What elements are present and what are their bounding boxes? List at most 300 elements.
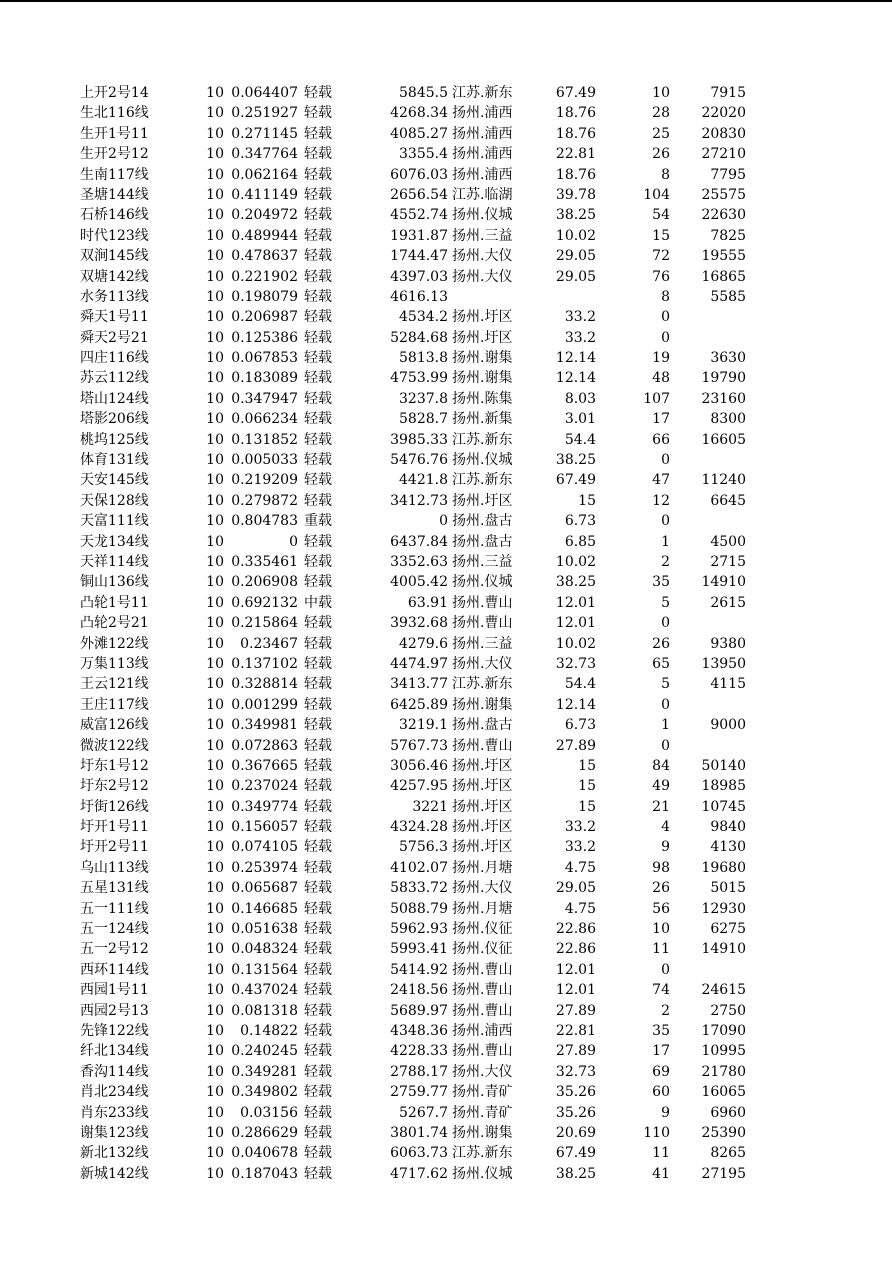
substation-cell: 扬州.陈集	[452, 390, 513, 407]
line-name-cell: 舜天1号11	[80, 309, 149, 326]
load-ratio-cell: 0.081318	[231, 1002, 298, 1019]
table-row	[0, 939, 892, 959]
load-ratio-cell: 0.489944	[231, 227, 298, 244]
transformer-count-cell: 0	[661, 961, 670, 978]
load-ratio-cell: 0.240245	[231, 1043, 298, 1060]
substation-cell: 江苏.新东	[452, 1145, 513, 1162]
substation-cell: 扬州.仪征	[452, 941, 513, 958]
capacity-cell: 3413.77	[390, 676, 448, 693]
substation-cell: 扬州.大仪	[452, 655, 513, 672]
line-name-cell: 双塘142线	[80, 268, 149, 285]
load-status-cell: 轻载	[304, 1165, 332, 1182]
substation-cell: 扬州.仪城	[452, 574, 513, 591]
transformer-count-cell: 2	[661, 553, 670, 570]
load-ratio-cell: 0.183089	[231, 370, 298, 387]
transformer-count-cell: 11	[652, 1145, 670, 1162]
transformer-count-cell: 65	[652, 655, 670, 672]
table-row	[0, 1143, 892, 1163]
line-name-cell: 圩开2号11	[80, 839, 149, 856]
substation-cell: 扬州.浦西	[452, 1022, 513, 1039]
installed-capacity-cell: 10745	[701, 798, 746, 815]
substation-cell: 扬州.圩区	[452, 798, 513, 815]
installed-capacity-cell	[676, 511, 746, 531]
table-row	[0, 674, 892, 694]
transformer-count-cell: 49	[652, 778, 670, 795]
table-row	[0, 980, 892, 1000]
substation-cell: 扬州.三益	[452, 635, 513, 652]
load-ratio-cell: 0.048324	[231, 941, 298, 958]
line-length-cell: 29.05	[555, 880, 596, 897]
capacity-cell: 5993.41	[390, 941, 448, 958]
installed-capacity-cell: 12930	[701, 900, 746, 917]
voltage-cell: 10	[206, 513, 224, 530]
substation-cell	[452, 287, 524, 307]
line-length-cell: 15	[578, 798, 596, 815]
substation-cell: 扬州.仪城	[452, 1165, 513, 1182]
substation-cell: 扬州.谢集	[452, 370, 513, 387]
line-length-cell: 67.49	[555, 472, 596, 489]
line-length-cell: 33.2	[564, 819, 596, 836]
voltage-cell: 10	[206, 635, 224, 652]
substation-cell: 扬州.浦西	[452, 146, 513, 163]
line-name-cell: 西园2号13	[80, 1002, 149, 1019]
line-name-cell: 天富111线	[80, 513, 149, 530]
capacity-cell: 3221	[412, 798, 448, 815]
installed-capacity-cell: 16605	[701, 431, 746, 448]
transformer-count-cell: 66	[652, 431, 670, 448]
transformer-count-cell: 0	[661, 513, 670, 530]
line-name-cell: 微波122线	[80, 737, 149, 754]
line-length-cell: 29.05	[555, 248, 596, 265]
voltage-cell: 10	[206, 921, 224, 938]
capacity-cell: 4348.36	[390, 1022, 448, 1039]
line-length-cell: 6.85	[564, 533, 596, 550]
table-row	[0, 103, 892, 123]
transformer-count-cell: 26	[652, 880, 670, 897]
line-name-cell: 凸轮1号11	[80, 594, 149, 611]
voltage-cell: 10	[206, 390, 224, 407]
installed-capacity-cell	[676, 328, 746, 348]
line-length-cell: 8.03	[564, 390, 596, 407]
load-ratio-cell: 0.279872	[231, 492, 298, 509]
voltage-cell: 10	[206, 492, 224, 509]
substation-cell: 扬州.圩区	[452, 757, 513, 774]
line-name-cell: 五一111线	[80, 900, 149, 917]
voltage-cell: 10	[206, 186, 224, 203]
substation-cell: 江苏.新东	[452, 472, 513, 489]
capacity-cell: 3355.4	[399, 146, 448, 163]
voltage-cell: 10	[206, 982, 224, 999]
installed-capacity-cell: 5015	[710, 880, 746, 897]
line-name-cell: 乌山113线	[80, 859, 149, 876]
substation-cell: 扬州.曹山	[452, 982, 513, 999]
transformer-count-cell: 17	[652, 411, 670, 428]
load-status-cell: 轻载	[304, 1124, 332, 1141]
substation-cell: 扬州.圩区	[452, 778, 513, 795]
table-row	[0, 960, 892, 980]
substation-cell: 扬州.大仪	[452, 248, 513, 265]
substation-cell: 扬州.盘古	[452, 533, 513, 550]
load-status-cell: 轻载	[304, 146, 332, 163]
capacity-cell: 5689.97	[390, 1002, 448, 1019]
transformer-count-cell: 0	[661, 329, 670, 346]
capacity-cell: 4085.27	[390, 125, 448, 142]
substation-cell: 扬州.圩区	[452, 309, 513, 326]
substation-cell: 扬州.浦西	[452, 166, 513, 183]
line-name-cell: 谢集123线	[80, 1124, 149, 1141]
voltage-cell: 10	[206, 1002, 224, 1019]
load-ratio-cell: 0.064407	[231, 85, 298, 101]
line-length-cell: 10.02	[555, 553, 596, 570]
transformer-count-cell: 26	[652, 146, 670, 163]
line-name-cell: 桃坞125线	[80, 431, 149, 448]
transformer-count-cell: 104	[643, 186, 670, 203]
load-ratio-cell: 0.204972	[231, 207, 298, 224]
table-row	[0, 593, 892, 613]
transformer-count-cell: 2	[661, 1002, 670, 1019]
table-row	[0, 1164, 892, 1184]
line-length-cell: 22.86	[555, 941, 596, 958]
line-length-cell: 15	[578, 778, 596, 795]
transformer-count-cell: 26	[652, 635, 670, 652]
transformer-count-cell: 9	[661, 839, 670, 856]
transformer-count-cell: 10	[652, 921, 670, 938]
substation-cell: 扬州.大仪	[452, 268, 513, 285]
table-row	[0, 450, 892, 470]
table-row	[0, 613, 892, 633]
capacity-cell: 3932.68	[390, 615, 448, 632]
table-row	[0, 878, 892, 898]
substation-cell: 扬州.曹山	[452, 737, 513, 754]
line-name-cell: 圣塘144线	[80, 186, 149, 203]
installed-capacity-cell: 19680	[701, 859, 746, 876]
load-ratio-cell: 0.349281	[231, 1063, 298, 1080]
line-length-cell: 35.26	[555, 1084, 596, 1101]
page-top-border	[0, 0, 892, 2]
voltage-cell: 10	[206, 411, 224, 428]
substation-cell: 江苏.新东	[452, 676, 513, 693]
line-length-cell: 22.86	[555, 921, 596, 938]
load-status-cell: 重载	[304, 513, 332, 530]
substation-cell: 扬州.曹山	[452, 615, 513, 632]
line-name-cell: 五一124线	[80, 921, 149, 938]
voltage-cell: 10	[206, 839, 224, 856]
voltage-cell: 10	[206, 594, 224, 611]
transformer-count-cell: 0	[661, 696, 670, 713]
voltage-cell: 10	[206, 615, 224, 632]
line-name-cell: 塔山124线	[80, 390, 149, 407]
installed-capacity-cell: 4130	[710, 839, 746, 856]
installed-capacity-cell: 27195	[701, 1165, 746, 1182]
transformer-count-cell: 107	[643, 390, 670, 407]
capacity-cell: 4228.33	[390, 1043, 448, 1060]
installed-capacity-cell: 9380	[710, 635, 746, 652]
voltage-cell: 10	[206, 553, 224, 570]
load-status-cell: 轻载	[304, 411, 332, 428]
installed-capacity-cell: 11240	[701, 472, 746, 489]
installed-capacity-cell: 6645	[710, 492, 746, 509]
line-name-cell: 万集113线	[80, 655, 149, 672]
line-length-cell: 67.49	[555, 1145, 596, 1162]
line-name-cell: 圩东2号12	[80, 778, 149, 795]
substation-cell: 扬州.圩区	[452, 492, 513, 509]
line-length-cell: 3.01	[564, 411, 596, 428]
table-row	[0, 817, 892, 837]
installed-capacity-cell: 2750	[710, 1002, 746, 1019]
line-length-cell: 38.25	[555, 207, 596, 224]
load-ratio-cell: 0.14822	[240, 1022, 298, 1039]
transformer-count-cell: 19	[652, 350, 670, 367]
load-ratio-cell: 0.347947	[231, 390, 298, 407]
line-name-cell: 生开2号12	[80, 146, 149, 163]
voltage-cell: 10	[206, 941, 224, 958]
substation-cell: 扬州.曹山	[452, 594, 513, 611]
load-ratio-cell: 0.23467	[240, 635, 298, 652]
substation-cell: 扬州.月塘	[452, 900, 513, 917]
capacity-cell: 5962.93	[390, 921, 448, 938]
transformer-count-cell: 25	[652, 125, 670, 142]
line-length-cell: 12.14	[555, 350, 596, 367]
capacity-cell: 5833.72	[390, 880, 448, 897]
line-name-cell: 生北116线	[80, 105, 149, 122]
installed-capacity-cell: 25390	[701, 1124, 746, 1141]
line-name-cell: 肖东233线	[80, 1104, 149, 1121]
voltage-cell: 10	[206, 1124, 224, 1141]
line-name-cell: 圩街126线	[80, 798, 149, 815]
capacity-cell: 4397.03	[390, 268, 448, 285]
load-ratio-cell: 0.198079	[231, 288, 298, 305]
load-ratio-cell: 0.005033	[231, 452, 298, 469]
substation-cell: 扬州.圩区	[452, 819, 513, 836]
line-name-cell: 生开1号11	[80, 125, 149, 142]
capacity-cell: 5845.5	[399, 85, 448, 101]
capacity-cell: 4257.95	[390, 778, 448, 795]
table-row	[0, 837, 892, 857]
load-status-cell: 轻载	[304, 676, 332, 693]
line-name-cell: 石桥146线	[80, 207, 149, 224]
installed-capacity-cell: 2615	[710, 594, 746, 611]
load-ratio-cell: 0.328814	[231, 676, 298, 693]
installed-capacity-cell	[676, 960, 746, 980]
voltage-cell: 10	[206, 370, 224, 387]
substation-cell: 扬州.圩区	[452, 839, 513, 856]
substation-cell: 扬州.仪城	[452, 452, 513, 469]
voltage-cell: 10	[206, 350, 224, 367]
load-ratio-cell: 0.215864	[231, 615, 298, 632]
capacity-cell: 3801.74	[390, 1124, 448, 1141]
capacity-cell: 5267.7	[399, 1104, 448, 1121]
load-ratio-cell: 0.286629	[231, 1124, 298, 1141]
load-ratio-cell: 0.051638	[231, 921, 298, 938]
capacity-cell: 5828.7	[399, 411, 448, 428]
capacity-cell: 5756.3	[399, 839, 448, 856]
load-status-cell: 轻载	[304, 452, 332, 469]
load-ratio-cell: 0.271145	[231, 125, 298, 142]
table-row	[0, 144, 892, 164]
voltage-cell: 10	[206, 859, 224, 876]
load-ratio-cell: 0.335461	[231, 553, 298, 570]
data-table	[0, 83, 892, 1184]
installed-capacity-cell: 5585	[710, 288, 746, 305]
load-status-cell: 轻载	[304, 798, 332, 815]
line-length-cell: 15	[578, 757, 596, 774]
transformer-count-cell: 28	[652, 105, 670, 122]
table-row	[0, 552, 892, 572]
load-ratio-cell: 0.187043	[231, 1165, 298, 1182]
line-name-cell: 塔影206线	[80, 411, 149, 428]
transformer-count-cell: 48	[652, 370, 670, 387]
load-ratio-cell: 0.137102	[231, 655, 298, 672]
voltage-cell: 10	[206, 819, 224, 836]
load-status-cell: 轻载	[304, 574, 332, 591]
load-ratio-cell: 0.072863	[231, 737, 298, 754]
capacity-cell: 4324.28	[390, 819, 448, 836]
voltage-cell: 10	[206, 452, 224, 469]
installed-capacity-cell: 6960	[710, 1104, 746, 1121]
transformer-count-cell: 5	[661, 594, 670, 611]
capacity-cell: 5813.8	[399, 350, 448, 367]
load-status-cell: 轻载	[304, 309, 332, 326]
table-row	[0, 919, 892, 939]
installed-capacity-cell: 9840	[710, 819, 746, 836]
load-status-cell: 轻载	[304, 961, 332, 978]
installed-capacity-cell	[676, 695, 746, 715]
voltage-cell: 10	[206, 248, 224, 265]
line-name-cell: 纤北134线	[80, 1043, 149, 1060]
transformer-count-cell: 72	[652, 248, 670, 265]
substation-cell: 扬州.三益	[452, 227, 513, 244]
capacity-cell: 5414.92	[390, 961, 448, 978]
capacity-cell: 4616.13	[390, 288, 448, 305]
installed-capacity-cell	[676, 450, 746, 470]
load-ratio-cell: 0	[289, 533, 298, 550]
table-row	[0, 654, 892, 674]
load-status-cell: 轻载	[304, 880, 332, 897]
line-length-cell: 4.75	[564, 900, 596, 917]
load-status-cell: 轻载	[304, 1084, 332, 1101]
line-length-cell: 6.73	[564, 513, 596, 530]
capacity-cell: 4717.62	[390, 1165, 448, 1182]
installed-capacity-cell: 7795	[710, 166, 746, 183]
table-row	[0, 1041, 892, 1061]
load-status-cell: 轻载	[304, 1022, 332, 1039]
line-name-cell: 天龙134线	[80, 533, 149, 550]
line-length-cell: 22.81	[555, 1022, 596, 1039]
table-row	[0, 83, 892, 103]
installed-capacity-cell: 22020	[701, 105, 746, 122]
load-ratio-cell: 0.156057	[231, 819, 298, 836]
voltage-cell: 10	[206, 655, 224, 672]
load-status-cell: 轻载	[304, 390, 332, 407]
line-name-cell: 新北132线	[80, 1145, 149, 1162]
voltage-cell: 10	[206, 85, 224, 101]
voltage-cell: 10	[206, 288, 224, 305]
table-row	[0, 185, 892, 205]
table-row	[0, 307, 892, 327]
installed-capacity-cell: 19790	[701, 370, 746, 387]
load-ratio-cell: 0.253974	[231, 859, 298, 876]
installed-capacity-cell: 3630	[710, 350, 746, 367]
load-ratio-cell: 0.804783	[231, 513, 298, 530]
line-length-cell: 18.76	[555, 105, 596, 122]
voltage-cell: 10	[206, 472, 224, 489]
line-length-cell: 27.89	[555, 1002, 596, 1019]
line-length-cell: 54.4	[564, 431, 596, 448]
capacity-cell: 2656.54	[390, 186, 448, 203]
installed-capacity-cell: 4115	[710, 676, 746, 693]
transformer-count-cell: 69	[652, 1063, 670, 1080]
line-length-cell: 22.81	[555, 146, 596, 163]
load-status-cell: 轻载	[304, 350, 332, 367]
table-row	[0, 348, 892, 368]
line-length-cell: 12.14	[555, 696, 596, 713]
load-status-cell: 轻载	[304, 941, 332, 958]
capacity-cell: 4279.6	[399, 635, 448, 652]
installed-capacity-cell: 19555	[701, 248, 746, 265]
capacity-cell: 4552.74	[390, 207, 448, 224]
substation-cell: 江苏.临湖	[452, 186, 513, 203]
installed-capacity-cell: 7825	[710, 227, 746, 244]
line-name-cell: 五星131线	[80, 880, 149, 897]
line-name-cell: 圩东1号12	[80, 757, 149, 774]
load-status-cell: 轻载	[304, 288, 332, 305]
installed-capacity-cell: 16865	[701, 268, 746, 285]
load-ratio-cell: 0.065687	[231, 880, 298, 897]
installed-capacity-cell: 23160	[701, 390, 746, 407]
capacity-cell: 6425.89	[390, 696, 448, 713]
line-length-cell: 12.01	[555, 615, 596, 632]
transformer-count-cell: 8	[661, 288, 670, 305]
capacity-cell: 0	[439, 513, 448, 530]
installed-capacity-cell: 2715	[710, 553, 746, 570]
load-status-cell: 轻载	[304, 227, 332, 244]
installed-capacity-cell: 27210	[701, 146, 746, 163]
load-status-cell: 轻载	[304, 166, 332, 183]
table-row	[0, 756, 892, 776]
installed-capacity-cell: 8265	[710, 1145, 746, 1162]
line-name-cell: 肖北234线	[80, 1084, 149, 1101]
capacity-cell: 5767.73	[390, 737, 448, 754]
substation-cell: 扬州.月塘	[452, 859, 513, 876]
capacity-cell: 6076.03	[390, 166, 448, 183]
table-row	[0, 1082, 892, 1102]
load-ratio-cell: 0.146685	[231, 900, 298, 917]
table-row	[0, 776, 892, 796]
load-status-cell: 中载	[304, 594, 332, 611]
line-name-cell: 时代123线	[80, 227, 149, 244]
substation-cell: 扬州.圩区	[452, 329, 513, 346]
load-ratio-cell: 0.131852	[231, 431, 298, 448]
voltage-cell: 10	[206, 757, 224, 774]
line-length-cell: 39.78	[555, 186, 596, 203]
transformer-count-cell: 35	[652, 1022, 670, 1039]
line-length-cell: 54.4	[564, 676, 596, 693]
voltage-cell: 10	[206, 1165, 224, 1182]
transformer-count-cell: 0	[661, 452, 670, 469]
table-row	[0, 1103, 892, 1123]
capacity-cell: 5284.68	[390, 329, 448, 346]
capacity-cell: 2788.17	[390, 1063, 448, 1080]
table-row	[0, 226, 892, 246]
substation-cell: 江苏.新东	[452, 85, 513, 101]
line-length-cell: 10.02	[555, 227, 596, 244]
line-name-cell: 王庄117线	[80, 696, 149, 713]
voltage-cell: 10	[206, 778, 224, 795]
transformer-count-cell: 0	[661, 309, 670, 326]
table-row	[0, 572, 892, 592]
voltage-cell: 10	[206, 1043, 224, 1060]
installed-capacity-cell: 4500	[710, 533, 746, 550]
